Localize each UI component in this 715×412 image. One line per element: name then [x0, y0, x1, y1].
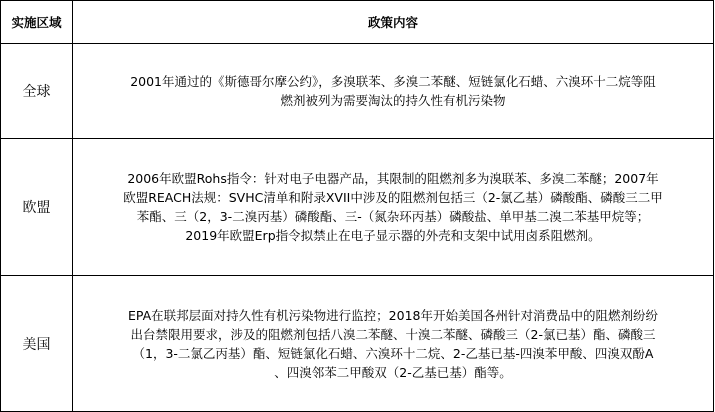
- content-line: EPA在联邦层面对持久性有机污染物进行监控；2018年开始美国各州针对消费品中的阻燃剂纷纷: [127, 307, 658, 323]
- content-line: （1，3-二氯乙丙基）酯、短链氯化石蜡、六溴环十二烷、2-乙基已基-四溴苯甲酸、四溴双酚A: [132, 345, 654, 361]
- table-row-global: [1, 44, 714, 139]
- content-line: 燃剂被列为需要淘汰的持久性有机污染物: [280, 93, 506, 108]
- content-line: 2019年欧盟Erp指令拟禁止在电子显示器的外壳和支架中试用卤系阻燃剂。: [185, 228, 601, 243]
- content-line: 欧盟REACH法规：SVHC清单和附录XVII中涉及的阻燃剂包括三（2-氯乙基）磷酸酯、磷酸三二甲: [123, 190, 663, 205]
- table-row-eu: [1, 139, 714, 276]
- header-content: 政策内容: [73, 1, 714, 44]
- content-cell-global: [73, 44, 714, 139]
- content-cell-us: [73, 276, 714, 412]
- header-region: 实施区域: [1, 1, 73, 44]
- region-cell-global: 全球: [1, 44, 73, 139]
- header-row: [1, 1, 714, 44]
- table-row-us: [1, 276, 714, 412]
- content-line: 2006年欧盟Rohs指令：针对电子电器产品，其限制的阻燃剂多为溴联苯、多溴二苯醚；2007年: [127, 171, 659, 186]
- content-line: 苯酯、三（2，3-二溴丙基）磷酸酯、三-（氮杂环丙基）磷酸盐、单甲基二溴二苯基甲烷等；: [136, 209, 650, 224]
- content-line: 、四溴邻苯二甲酸双（2-乙基已基）酯等。: [274, 364, 512, 380]
- content-line: 出台禁限用要求，涉及的阻燃剂包括八溴二苯醚、十溴二苯醚、磷酸三（2-氯已基）酯、磷酸三: [130, 326, 656, 342]
- content-line: 2001年通过的《斯德哥尔摩公约》，多溴联苯、多溴二苯醚、短链氯化石蜡、六溴环十二烷等阻: [130, 74, 656, 89]
- region-cell-us: 美国: [1, 276, 73, 412]
- region-cell-eu: 欧盟: [1, 139, 73, 276]
- content-cell-eu: [73, 139, 714, 276]
